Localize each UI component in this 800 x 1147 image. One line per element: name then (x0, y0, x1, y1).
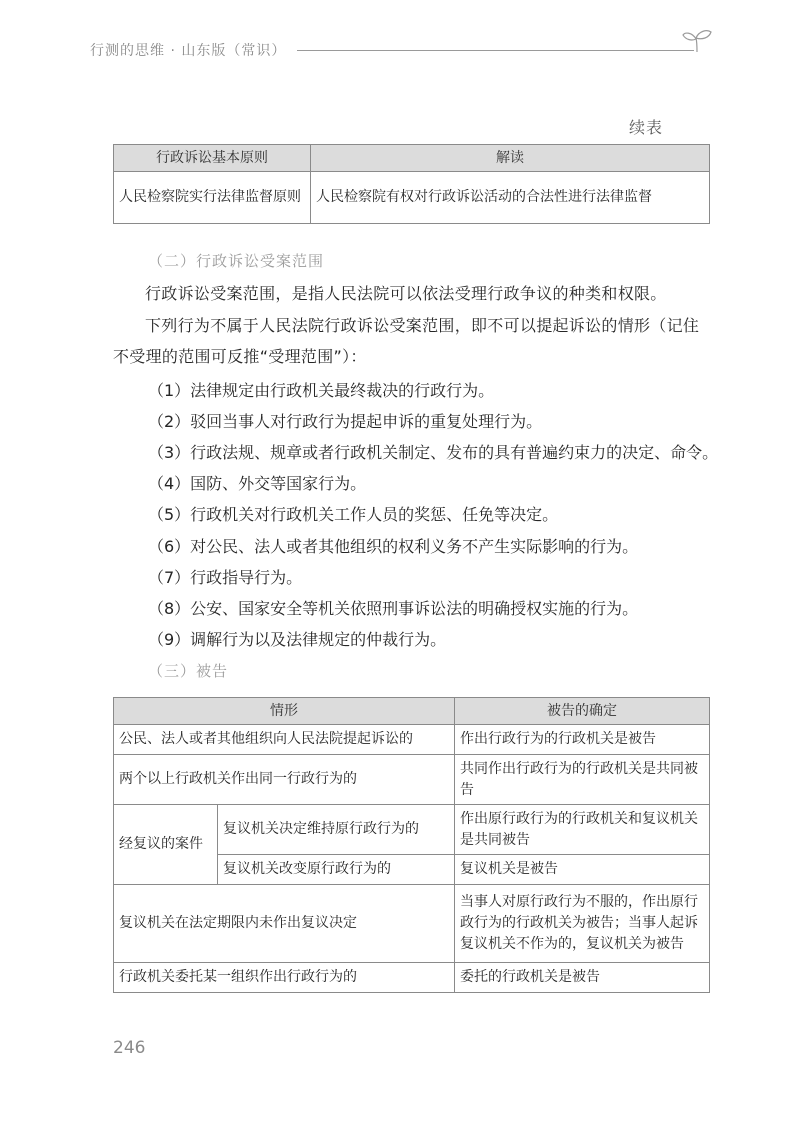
table-cell: 共同作出行政行为的行政机关是共同被告 (455, 755, 710, 805)
table-row (114, 885, 710, 963)
list-item: （7）行政指导行为。 (148, 568, 303, 587)
table-header-cell: 被告的确定 (455, 698, 710, 725)
table-header-cell: 解读 (311, 145, 710, 172)
table-row (114, 755, 710, 805)
section-heading: （二）行政诉讼受案范围 (148, 252, 325, 270)
table-header-row (114, 145, 710, 172)
table-cell: 委托的行政机关是被告 (455, 963, 710, 993)
list-item: （4）国防、外交等国家行为。 (148, 474, 367, 493)
list-item: （2）驳回当事人对行政行为提起申诉的重复处理行为。 (148, 412, 543, 431)
sprout-icon (680, 28, 714, 54)
list-item: （9）调解行为以及法律规定的仲裁行为。 (148, 630, 447, 649)
table-cell: 复议机关决定维持原行政行为的 (218, 805, 455, 855)
table-cell: 作出原行政行为的行政机关和复议机关是共同被告 (455, 805, 710, 855)
table-cell: 公民、法人或者其他组织向人民法院提起诉讼的 (114, 725, 455, 755)
paragraph: 下列行为不属于人民法院行政诉讼受案范围，即不可以提起诉讼的情形（记住不受理的范围可反推“受理范围”）： (113, 316, 700, 366)
list-item: （5）行政机关对行政机关工作人员的奖惩、任免等决定。 (148, 505, 559, 524)
defendant-table (113, 697, 710, 993)
list-item: （8）公安、国家安全等机关依照刑事诉讼法的明确授权实施的行为。 (148, 599, 639, 618)
table-row (114, 963, 710, 993)
running-header-title: 行测的思维 · 山东版（常识） (90, 43, 287, 59)
list-item: （3）行政法规、规章或者行政机关制定、发布的具有普遍约束力的决定、命令。 (148, 443, 719, 462)
list-item: （1）法律规定由行政机关最终裁决的行政行为。 (148, 381, 495, 400)
table-cell: 两个以上行政机关作出同一行政行为的 (114, 755, 455, 805)
page-number: 246 (113, 1038, 146, 1058)
table-header-cell: 情形 (114, 698, 455, 725)
table-cell: 人民检察院有权对行政诉讼活动的合法性进行法律监督 (311, 172, 710, 224)
table-cell: 复议机关是被告 (455, 855, 710, 885)
table-header-row (114, 698, 710, 725)
table-cell: 行政机关委托某一组织作出行政行为的 (114, 963, 455, 993)
table-cell: 人民检察院实行法律监督原则 (114, 172, 311, 224)
table-cell: 复议机关改变原行政行为的 (218, 855, 455, 885)
table-cell: 复议机关在法定期限内未作出复议决定 (114, 885, 455, 963)
table-row (114, 725, 710, 755)
principles-table (113, 144, 710, 224)
table-row (114, 172, 710, 224)
list-item: （6）对公民、法人或者其他组织的权利义务不产生实际影响的行为。 (148, 537, 639, 556)
table-group-cell: 经复议的案件 (114, 805, 218, 885)
table-header-cell: 行政诉讼基本原则 (114, 145, 311, 172)
paragraph: 行政诉讼受案范围，是指人民法院可以依法受理行政争议的种类和权限。 (145, 284, 667, 303)
header-rule (297, 50, 694, 51)
continued-table-label: 续表 (629, 118, 664, 137)
section-heading: （三）被告 (148, 662, 229, 680)
table-row (114, 805, 710, 855)
table-cell: 当事人对原行政行为不服的，作出原行政行为的行政机关为被告；当事人起诉复议机关不作为的，复议机关为被告 (455, 885, 710, 963)
table-cell: 作出行政行为的行政机关是被告 (455, 725, 710, 755)
